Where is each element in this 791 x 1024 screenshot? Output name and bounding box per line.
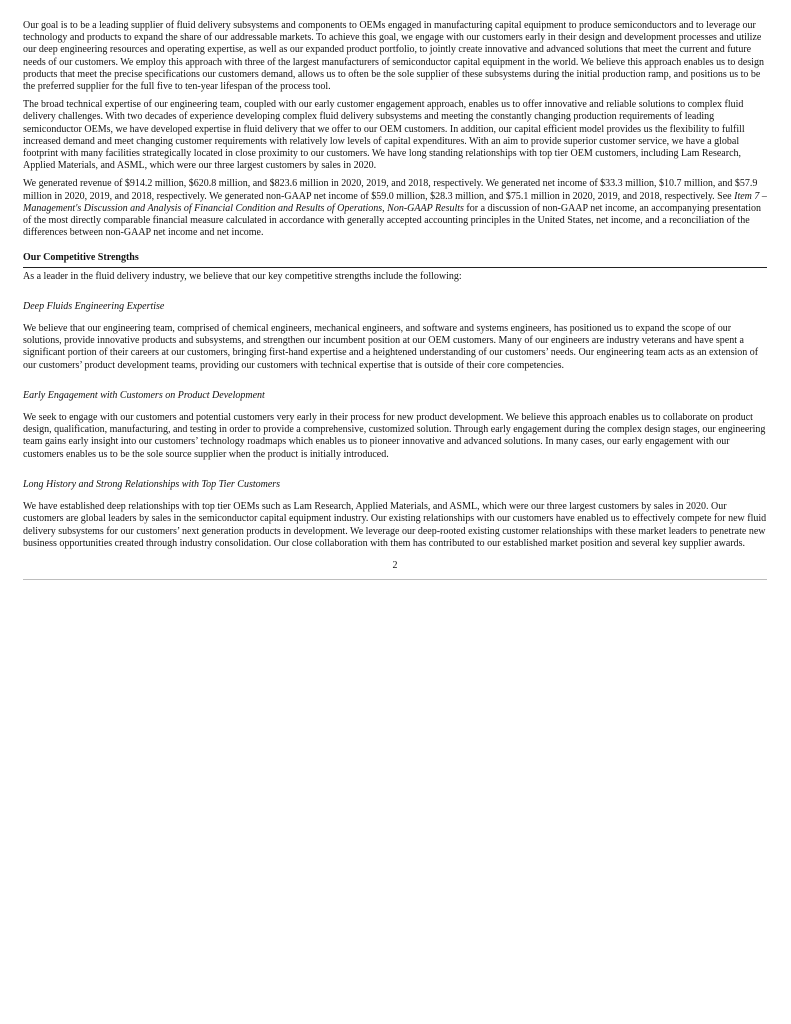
financials-text-end: for a discussion of non-GAAP net income, an accompanying presentation of the most directly comparable financial measure calculated in accordance with generally accepted accounting principles in the United States, net income, and a reconciliation of the differences between non-GAAP net income and net income. bbox=[23, 202, 761, 239]
section-heading-competitive-strengths: Our Competitive Strengths bbox=[23, 252, 767, 267]
expertise-paragraph: The broad technical expertise of our engineering team, coupled with our early customer engagement approach, enables us to offer innovative and reliable solutions to complex fluid delivery challenges. With two decades of experience developing complex fluid delivery subsystems and meeting the constantly changing production requirements of leading semiconductor OEMs, we have developed expertise in fluid delivery that we offer to our OEM customers. In addition, our capital efficient model provides us the flexibility to fulfill increased demand and meet changing customer requirements with relatively low levels of capital expenditures. With an aim to provide superior customer service, we have a global footprint with many facilities strategically located in close proximity to our customers. We have long standing relationships with top tier OEM customers, including Lam Research, Applied Materials, and ASML, which were our three largest customers by sales in 2020. bbox=[23, 99, 745, 172]
goal-paragraph: Our goal is to be a leading supplier of fluid delivery subsystems and components to OEMs engaged in manufacturing capital equipment to produce semiconductors and to leverage our technology and products to expand the share of our addressable markets. To achieve this goal, we engage with our customers early in their design and development processes and utilize our deep engineering resources and operating expertise, as well as our expanded product portfolio, to jointly create innovative and advanced solutions that meet the current and future needs of our customers. We employ this approach with three of the largest manufacturers of semiconductor capital equipment in the world. We believe this approach enables us to design products that meet the precise specifications our customers demand, allows us to often be the sole supplier of these subsystems during the initial production ramp, and positions us to be the preferred supplier for the full five to ten-year lifespan of the process tool. bbox=[23, 20, 764, 93]
document-page bbox=[23, 20, 767, 580]
deep-fluids-expertise-paragraph: We believe that our engineering team, comprised of chemical engineers, mechanical engineers, and software and systems engineers, has positioned us to expand the scope of our solutions, provide innovative products and subsystems, and strengthen our incumbent position at our OEM customers. Many of our engineers are industry veterans and have spent a significant portion of their careers at our customers, bringing first-hand expertise and a heightened understanding of our customers’ needs. Our engineering team acts as an extension of our customers’ product development teams, providing our customers with technical expertise that is outside of their core competencies. bbox=[23, 323, 759, 371]
strengths-intro: As a leader in the fluid delivery industry, we believe that our key competitive strengths include the following: bbox=[23, 270, 462, 282]
financials-text-start: We generated revenue of $914.2 million, $620.8 million, and $823.6 million in 2020, 2019, and 2018, respectively. We generated net income of $33.3 million, $10.7 million, and $57.9 million in 2020, 2019, and 2018, respectively. We generated non-GAAP net income of $59.0 million, $28.3 million, and $75.1 million in 2020, 2019, and 2018, respectively. See bbox=[23, 178, 758, 202]
subheading-deep-fluids-expertise: Deep Fluids Engineering Expertise bbox=[23, 300, 165, 312]
subheading-customer-relationships: Long History and Strong Relationships with Top Tier Customers bbox=[23, 478, 281, 490]
page-number: 2 bbox=[23, 560, 767, 580]
subheading-early-engagement: Early Engagement with Customers on Product Development bbox=[23, 389, 265, 401]
customer-relationships-paragraph: We have established deep relationships with top tier OEMs such as Lam Research, Applied Materials, and ASML, which were our three largest customers by sales in 2020. Our customers are global leaders by sales in the semiconductor capital equipment industry. Our existing relationships with our customers have enabled us to effectively compete for new fluid delivery subsystems for our customers’ next generation products in development. We leverage our deep-rooted existing customer relationships with these market leaders to penetrate new business opportunities created through industry consolidation. Our close collaboration with them has contributed to our established market position and several key supplier awards. bbox=[23, 501, 767, 549]
item7-reference: Item 7 – Management's Discussion and Analysis of Financial Condition and Results of Operations, Non-GAAP Results bbox=[23, 190, 767, 214]
early-engagement-paragraph: We seek to engage with our customers and potential customers very early in their process for new product development. We believe this approach enables us to collaborate on product design, qualification, manufacturing, and testing in order to provide a comprehensive, customized solution. Through early engagement during the complex design stages, our engineering team gains early insight into our customers’ technology roadmaps which enables us to pioneer innovative and advanced solutions. In many cases, our early engagement with our customers enables us to be the sole source supplier when the product is initially introduced. bbox=[23, 412, 766, 460]
financials-paragraph bbox=[23, 178, 767, 239]
